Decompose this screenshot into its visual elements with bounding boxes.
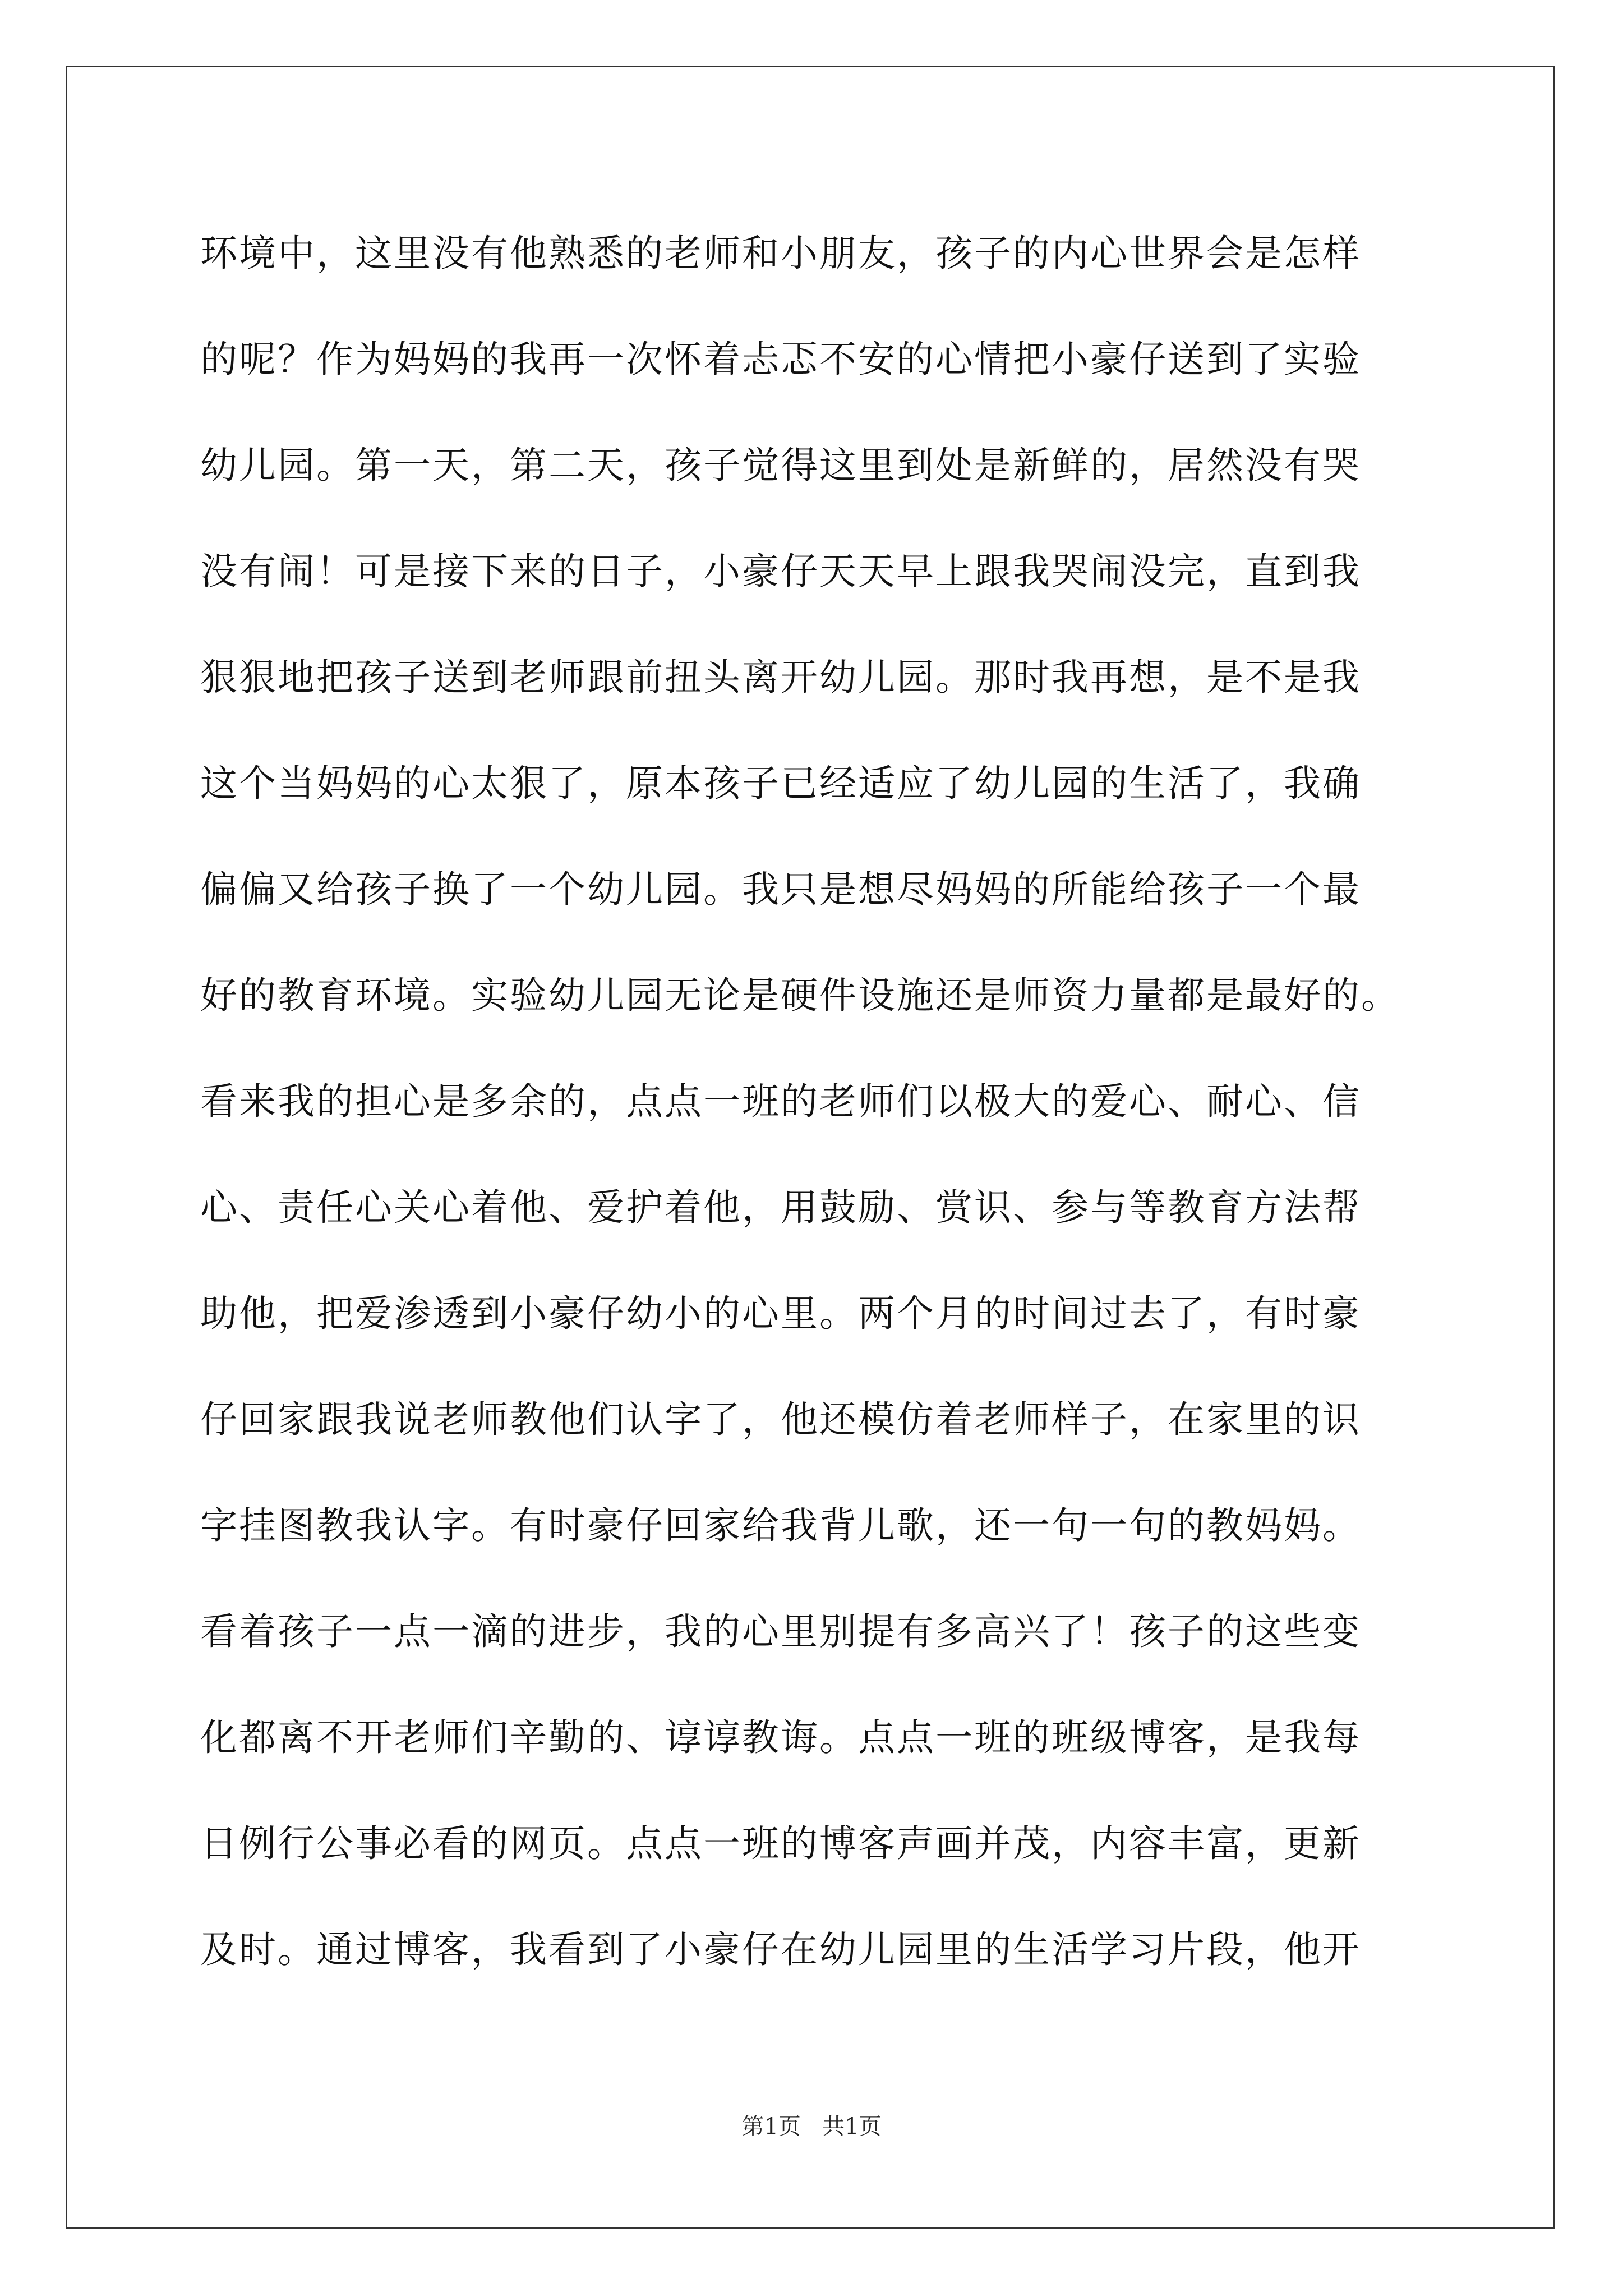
text-line: 看着孩子一点一滴的进步，我的心里别提有多高兴了！孩子的这些变: [200, 1610, 1361, 1653]
text-line: 好的教育环境。实验幼儿园无论是硬件设施还是师资力量都是最好的。: [200, 974, 1400, 1017]
text-line: 偏偏又给孩子换了一个幼儿园。我只是想尽妈妈的所能给孩子一个最: [200, 868, 1361, 911]
text-line: 环境中，这里没有他熟悉的老师和小朋友，孩子的内心世界会是怎样: [200, 232, 1361, 275]
text-line: 幼儿园。第一天，第二天，孩子觉得这里到处是新鲜的，居然没有哭: [200, 444, 1361, 487]
text-line: 没有闹！可是接下来的日子，小豪仔天天早上跟我哭闹没完，直到我: [200, 550, 1361, 593]
page-total: 共1页: [822, 2114, 882, 2139]
text-line: 这个当妈妈的心太狠了，原本孩子已经适应了幼儿园的生活了，我确: [200, 762, 1361, 805]
page-footer: [0, 2111, 1623, 2142]
text-line: 的呢？作为妈妈的我再一次怀着忐忑不安的心情把小豪仔送到了实验: [200, 338, 1361, 381]
text-line: 及时。通过博客，我看到了小豪仔在幼儿园里的生活学习片段，他开: [200, 1928, 1361, 1971]
text-line: 心、责任心关心着他、爱护着他，用鼓励、赏识、参与等教育方法帮: [200, 1186, 1361, 1229]
text-line: 化都离不开老师们辛勤的、谆谆教诲。点点一班的班级博客，是我每: [200, 1716, 1361, 1759]
document-body: [200, 214, 1434, 2017]
text-line: 助他，把爱渗透到小豪仔幼小的心里。两个月的时间过去了，有时豪: [200, 1292, 1361, 1335]
text-line: 字挂图教我认字。有时豪仔回家给我背儿歌，还一句一句的教妈妈。: [200, 1504, 1361, 1547]
text-line: 看来我的担心是多余的，点点一班的老师们以极大的爱心、耐心、信: [200, 1080, 1361, 1123]
text-line: 仔回家跟我说老师教他们认字了，他还模仿着老师样子，在家里的识: [200, 1398, 1361, 1441]
text-line: 狠狠地把孩子送到老师跟前扭头离开幼儿园。那时我再想，是不是我: [200, 656, 1361, 699]
page-number: 第1页: [741, 2114, 801, 2139]
text-line: 日例行公事必看的网页。点点一班的博客声画并茂，内容丰富，更新: [200, 1822, 1361, 1865]
